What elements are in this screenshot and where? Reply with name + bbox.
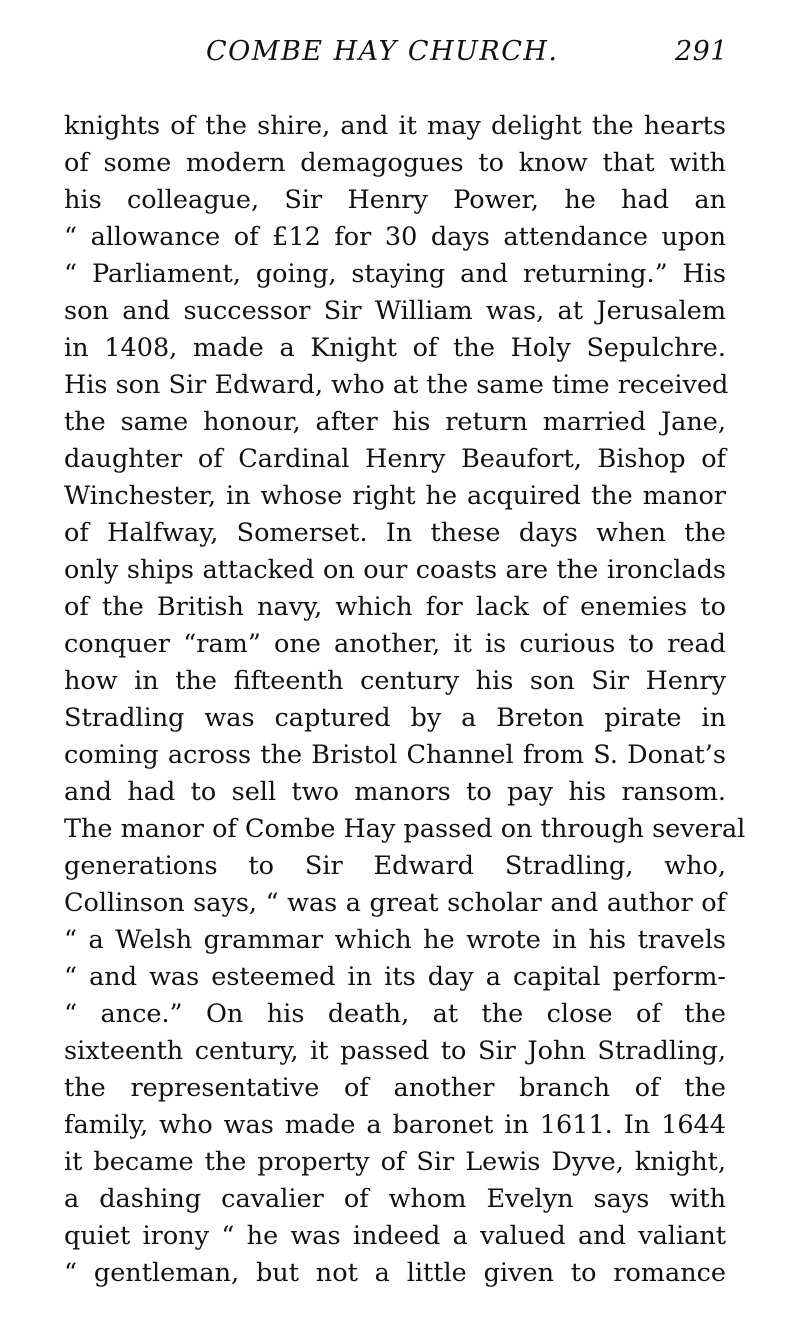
text-line: daughter of Cardinal Henry Beaufort, Bishop of — [64, 444, 726, 474]
text-line: of Halfway, Somerset. In these days when the — [64, 518, 726, 548]
text-line: only ships attacked on our coasts are the ironclads — [64, 555, 726, 585]
text-line: His son Sir Edward, who at the same time received — [64, 370, 729, 400]
text-line: his colleague, Sir Henry Power, he had an — [64, 185, 726, 215]
text-line: knights of the shire, and it may delight the hearts — [64, 111, 726, 141]
text-line: how in the fifteenth century his son Sir Henry — [64, 666, 726, 696]
text-line: conquer “ram” one another, it is curious to read — [64, 629, 726, 659]
page-number: 291 — [674, 36, 728, 67]
text-line: it became the property of Sir Lewis Dyve, knight, — [64, 1147, 726, 1177]
body-text — [64, 108, 746, 1292]
text-line: “ and was esteemed in its day a capital perform- — [64, 962, 726, 992]
text-line: son and successor Sir William was, at Jerusalem — [64, 296, 726, 326]
text-line: generations to Sir Edward Stradling, who, — [64, 851, 726, 881]
text-line: “ ance.” On his death, at the close of the — [64, 999, 726, 1029]
running-title: COMBE HAY CHURCH. — [206, 36, 559, 67]
text-line: Collinson says, “ was a great scholar and author of — [64, 888, 726, 918]
text-line: “ gentleman, but not a little given to romance — [64, 1258, 726, 1288]
text-line: Stradling was captured by a Breton pirate in — [64, 703, 726, 733]
text-line: family, who was made a baronet in 1611. In 1644 — [64, 1110, 726, 1140]
text-line: the same honour, after his return married Jane, — [64, 407, 726, 437]
text-line: quiet irony “ he was indeed a valued and valiant — [64, 1221, 726, 1251]
text-line: “ Parliament, going, staying and returning.” His — [64, 259, 726, 289]
text-line: the representative of another branch of the — [64, 1073, 726, 1103]
running-head — [64, 36, 728, 76]
text-line: Winchester, in whose right he acquired the manor — [64, 481, 726, 511]
text-line: of the British navy, which for lack of enemies to — [64, 592, 726, 622]
text-line: sixteenth century, it passed to Sir John Stradling, — [64, 1036, 726, 1066]
text-line: a dashing cavalier of whom Evelyn says with — [64, 1184, 726, 1214]
text-line: “ allowance of £12 for 30 days attendance upon — [64, 222, 726, 252]
text-line: and had to sell two manors to pay his ransom. — [64, 777, 726, 807]
text-line: “ a Welsh grammar which he wrote in his travels — [64, 925, 726, 955]
text-line: coming across the Bristol Channel from S. Donat’s — [64, 740, 726, 770]
text-line: The manor of Combe Hay passed on through several — [64, 814, 746, 844]
text-line: in 1408, made a Knight of the Holy Sepulchre. — [64, 333, 726, 363]
text-line: of some modern demagogues to know that with — [64, 148, 726, 178]
